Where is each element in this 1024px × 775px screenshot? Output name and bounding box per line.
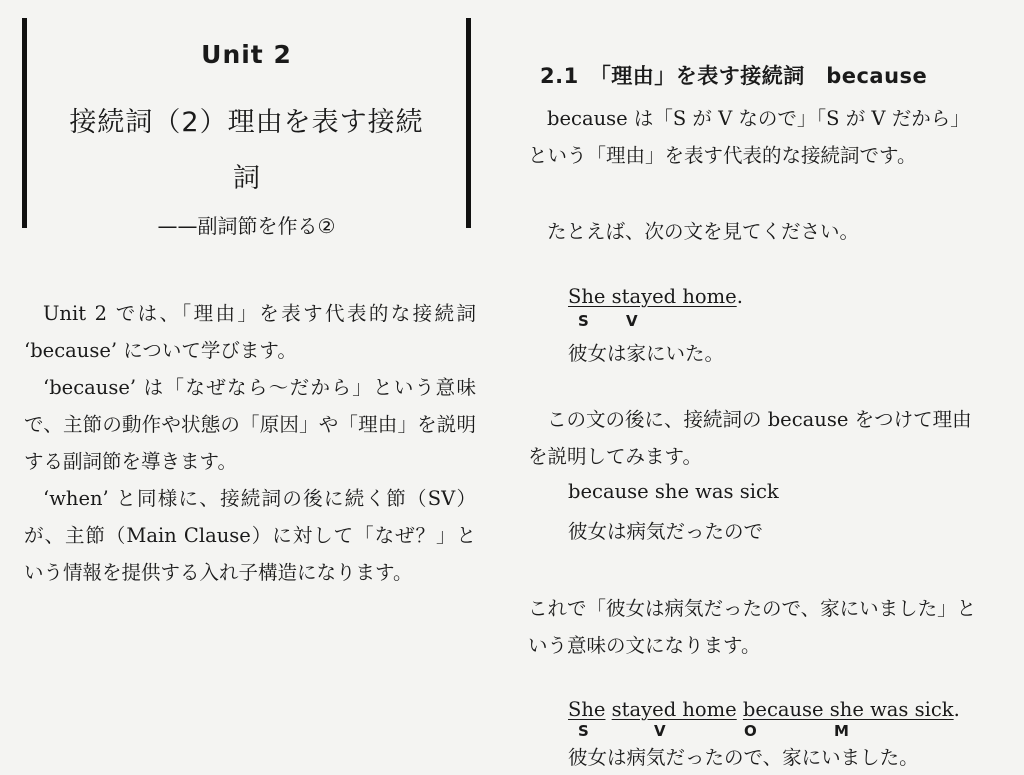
intro-text (24, 295, 476, 591)
example-1-translation: 彼女は家にいた。 (568, 342, 725, 365)
underlined-phrase: She stayed home (568, 285, 737, 308)
underlined-because-clause: because she was sick (742, 698, 954, 721)
role-label-s: S (578, 312, 589, 330)
unit-subtitle: ——副詞節を作る② (157, 214, 336, 238)
intro-paragraph: ‘when’ と同様に、接続詞の後に続く節（SV）が、主節（Main Clause）に対して「なぜ？」という情報を提供する入れ子構造になります。 (24, 487, 476, 584)
because-clause-translation: 彼女は病気だったので (568, 520, 764, 543)
summary-paragraph: これで「彼女は病気だったので、家にいました」という意味の文になります。 (528, 597, 977, 657)
intro-paragraph: ‘because’ は「なぜなら〜だから」という意味で、主節の動作や状態の「原因」や「理由」を説明する副詞節を導きます。 (24, 376, 476, 473)
unit-heading-line2: 詞 (233, 163, 260, 194)
role-label-m: M (834, 722, 849, 740)
example-2-translation: 彼女は病気だったので、家にいました。 (568, 746, 919, 769)
underlined-subject: She (568, 698, 606, 721)
example-2-roles (568, 722, 928, 740)
sentence-period: . (953, 698, 960, 721)
unit-heading-line1: 接続詞（2）理由を表す接続 (69, 107, 424, 138)
role-label-v: V (626, 312, 638, 330)
role-label-v: V (654, 722, 666, 740)
underlined-verb-phrase: stayed home (611, 698, 737, 721)
right-column (500, 0, 1024, 775)
intro-paragraph: Unit 2 では、「理由」を表す代表的な接続詞 ‘because’ について学びます。 (24, 302, 476, 362)
example-sentence-2 (568, 698, 960, 721)
example-sentence-1 (568, 285, 743, 308)
example-1-roles (568, 312, 768, 330)
left-column (0, 0, 500, 775)
explanation-paragraph: この文の後に、接続詞の because をつけて理由を説明してみます。 (528, 408, 972, 468)
instruction-paragraph: たとえば、次の文を見てください。 (547, 220, 860, 243)
role-label-o: O (744, 722, 757, 740)
sentence-period: . (736, 285, 743, 308)
role-label-s: S (578, 722, 589, 740)
unit-title-box (22, 18, 471, 238)
unit-title: Unit 2 (201, 40, 292, 69)
section-heading: 2.1 「理由」を表す接続詞 because (540, 64, 928, 88)
because-clause: because she was sick (568, 480, 779, 503)
explanation-paragraph: because は「S が V なので」「S が V だから」という「理由」を表す代表的な接続詞です。 (528, 107, 970, 167)
